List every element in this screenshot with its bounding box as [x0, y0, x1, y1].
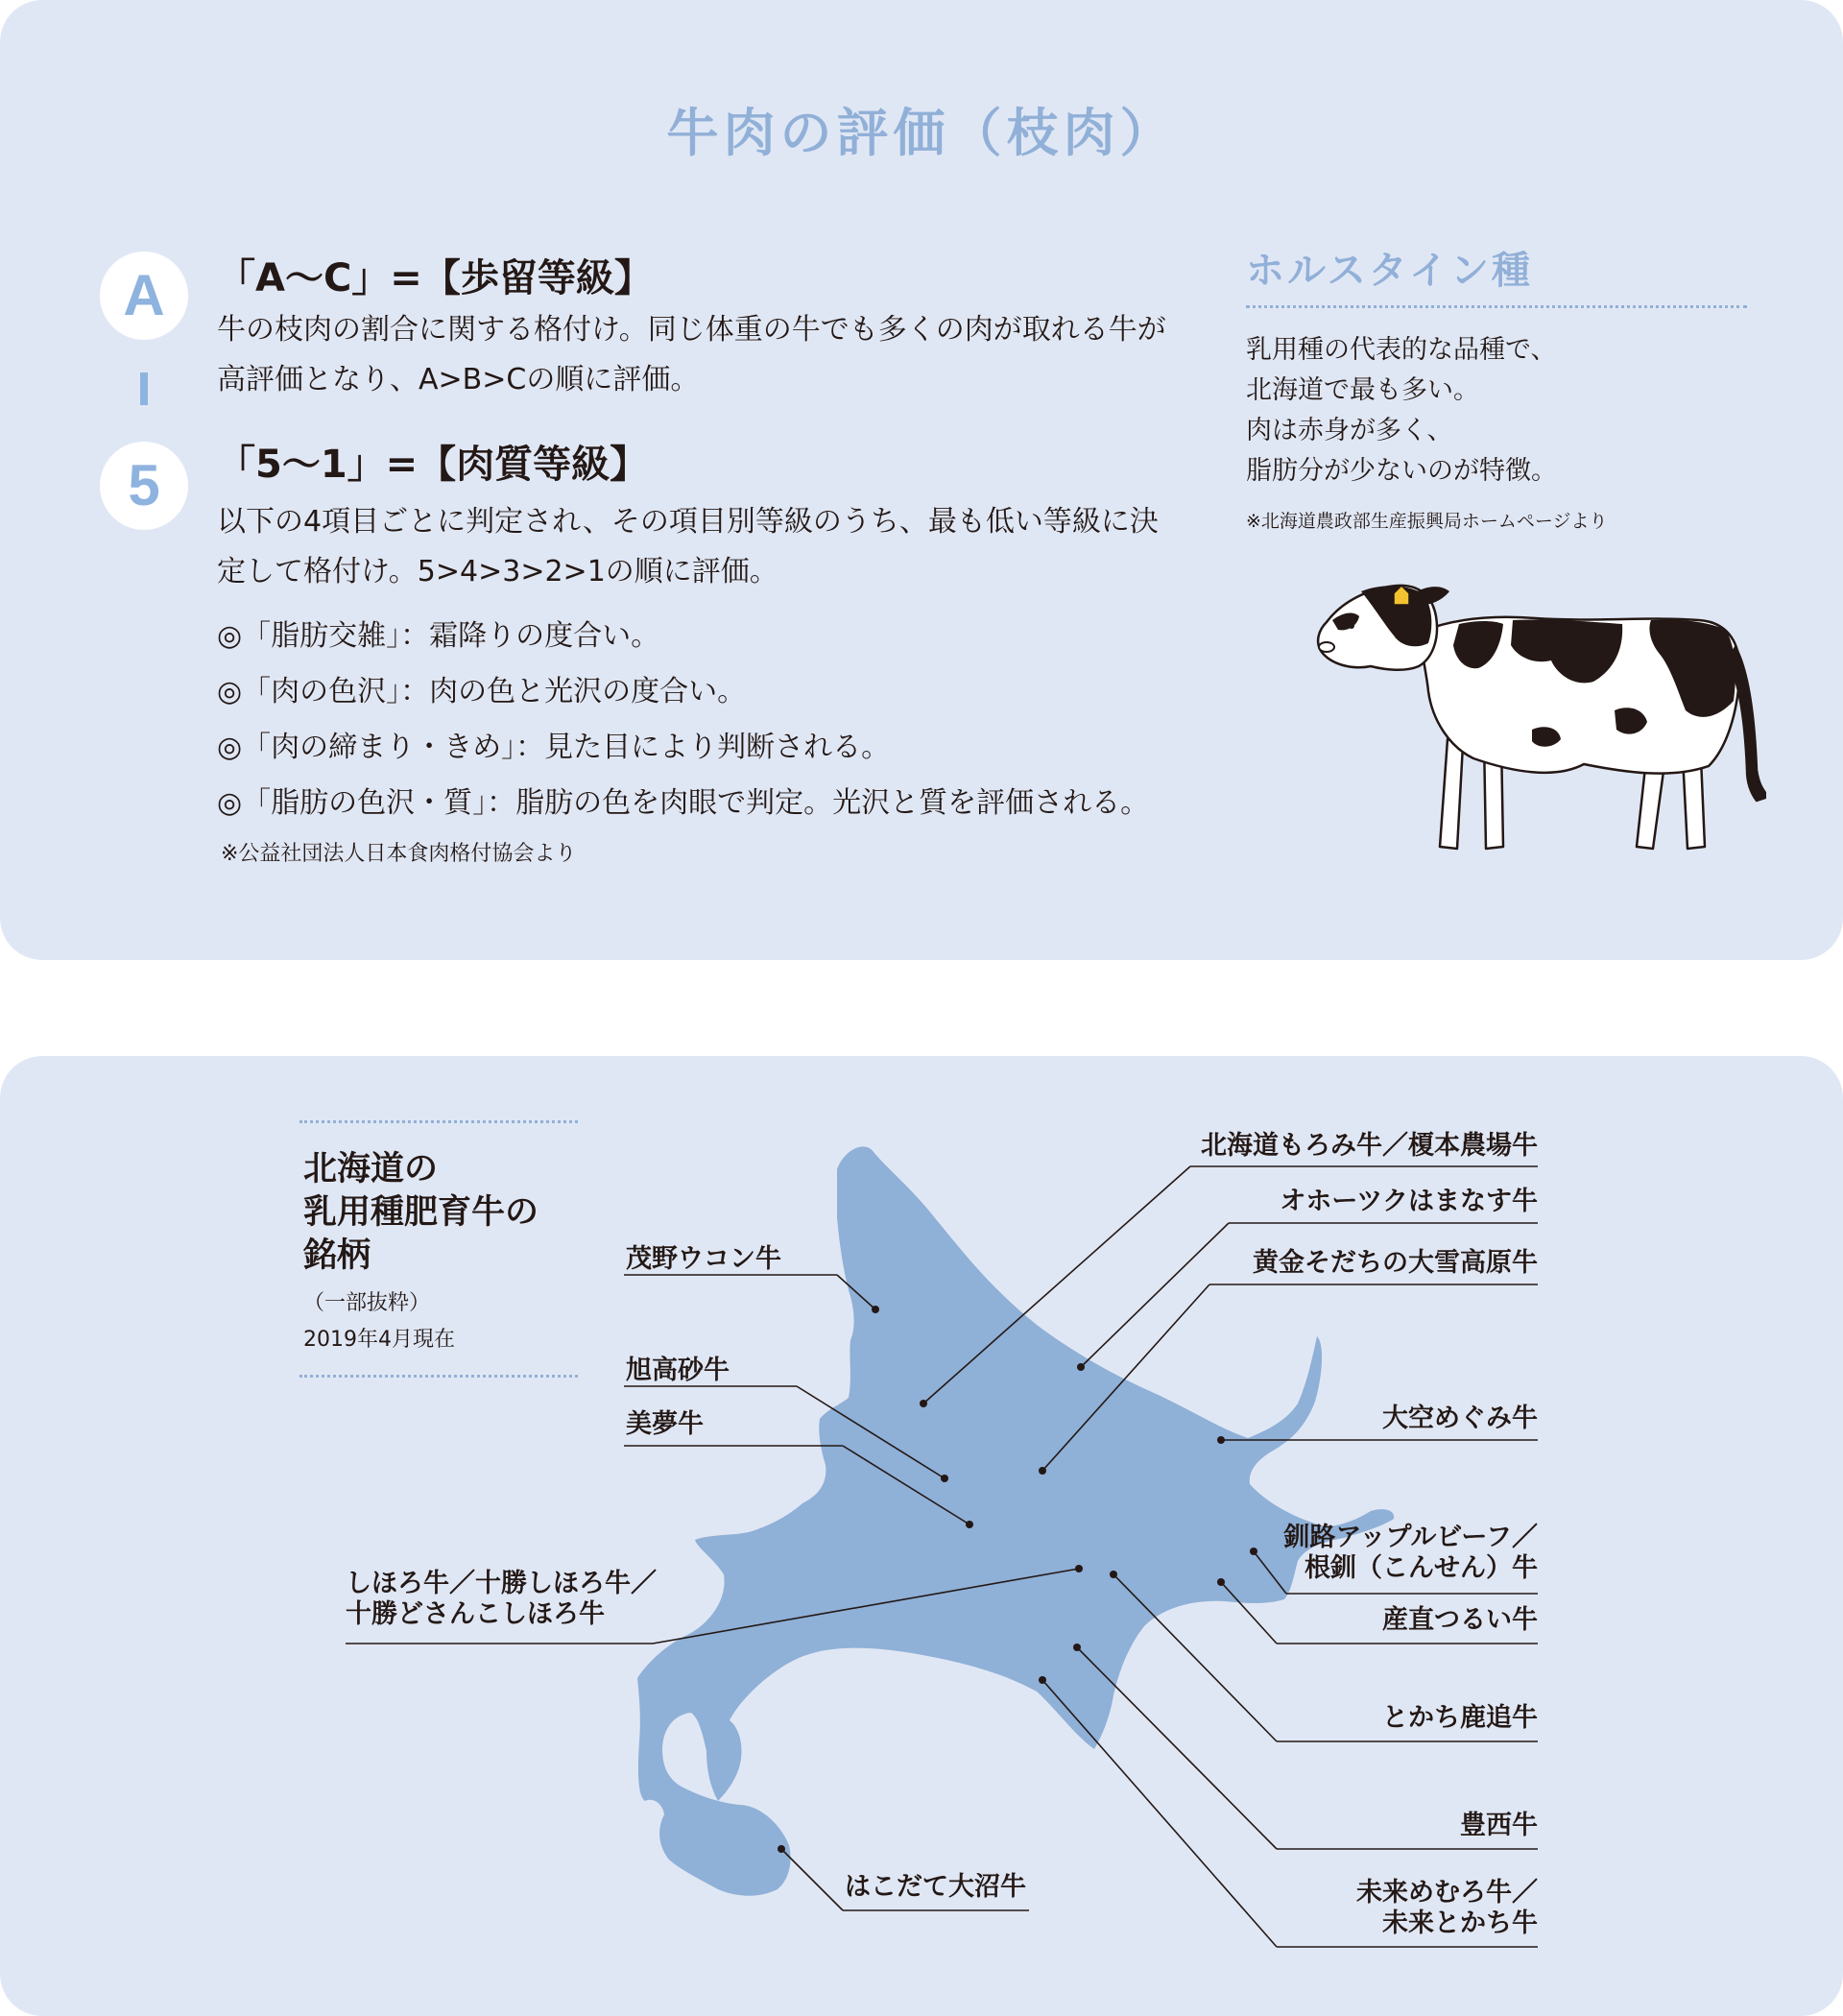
map-title-divider-bottom [299, 1375, 578, 1378]
brand-label-daisetsu: 黄金そだちの大雪高原牛 [1253, 1248, 1538, 1278]
brand-label-hakodate: はこだて大沼牛 [845, 1872, 1026, 1902]
breed-line: 乳用種の代表的な品種で、 [1246, 335, 1557, 365]
brand-label-shikaoi: とかち鹿追牛 [1382, 1703, 1538, 1733]
map-title-line: 乳用種肥育牛の [303, 1193, 539, 1232]
brand-label-mirai-tokachi: 未来とかち牛 [1382, 1908, 1538, 1938]
brand-label-hosei: 豊西牛 [1460, 1811, 1538, 1840]
breed-line: 脂肪分が少ないのが特徴。 [1246, 456, 1557, 486]
quality-grade-description: 以下の4項目ごとに判定され、その項目別等級のうち、最も低い等級に決定して格付け。5>4>3>2>1の順に評価。 [217, 505, 1159, 588]
brand-label-shihoro: しほろ牛／十勝しほろ牛／ [346, 1569, 657, 1598]
brand-label-ozora: 大空めぐみ牛 [1382, 1404, 1538, 1433]
brand-label-sanchoku: 産直つるい牛 [1382, 1605, 1538, 1635]
brand-label-konsen: 根釧（こんせん）牛 [1304, 1553, 1538, 1583]
brand-label-shihoro-dosanko: 十勝どさんこしほろ牛 [346, 1599, 605, 1629]
section-title: 牛肉の評価（枝肉） [666, 103, 1177, 163]
brand-label-moshiri: 茂野ウコン牛 [626, 1244, 781, 1274]
map-date: 2019年4月現在 [303, 1328, 455, 1352]
brand-label-kushiro: 釧路アップルビーフ／ [1283, 1523, 1538, 1552]
breed-line: 北海道で最も多い。 [1246, 375, 1479, 405]
brand-label-bimu: 美夢牛 [626, 1409, 704, 1439]
breed-line: 肉は赤身が多く、 [1246, 416, 1453, 445]
grading-source-note: ※公益社団法人日本食肉格付協会より [221, 842, 577, 866]
map-title-line: 銘柄 [303, 1236, 371, 1275]
yield-grade-description: 牛の枝肉の割合に関する格付け。同じ体重の牛でも多くの肉が取れる牛が高評価となり、A>B>Cの順に評価。 [217, 313, 1166, 396]
grade-badge-top: A [100, 252, 188, 340]
brand-label-asahitaka: 旭高砂牛 [626, 1356, 730, 1385]
map-title [303, 1148, 539, 1278]
map-title-divider-top [299, 1120, 578, 1123]
criteria-item: ◎「脂肪の色沢・質」：脂肪の色を肉眼で判定。光沢と質を評価される。 [217, 786, 1150, 820]
criteria-item: ◎「肉の締まり・きめ」：見た目により判断される。 [217, 731, 891, 764]
grade-badge-bottom: 5 [100, 442, 188, 530]
brand-label-mirai-memuro: 未来めむろ牛／ [1356, 1878, 1538, 1908]
brand-label-okhotsk: オホーツクはまなす牛 [1280, 1187, 1538, 1216]
brand-label-moromi: 北海道もろみ牛／榎本農場牛 [1201, 1131, 1538, 1161]
quality-grade-heading: 「5〜1」=【肉質等級】 [217, 443, 649, 487]
breed-title: ホルスタイン種 [1246, 249, 1533, 293]
criteria-item: ◎「脂肪交雑」：霜降りの度合い。 [217, 619, 660, 653]
map-title-line: 北海道の [303, 1150, 439, 1188]
map-subtitle: （一部抜粋） [303, 1291, 431, 1315]
yield-grade-heading: 「A〜C」=【歩留等級】 [217, 256, 653, 300]
breed-source-note: ※北海道農政部生産振興局ホームページより [1246, 511, 1608, 532]
criteria-item: ◎「肉の色沢」：肉の色と光沢の度合い。 [217, 675, 747, 708]
